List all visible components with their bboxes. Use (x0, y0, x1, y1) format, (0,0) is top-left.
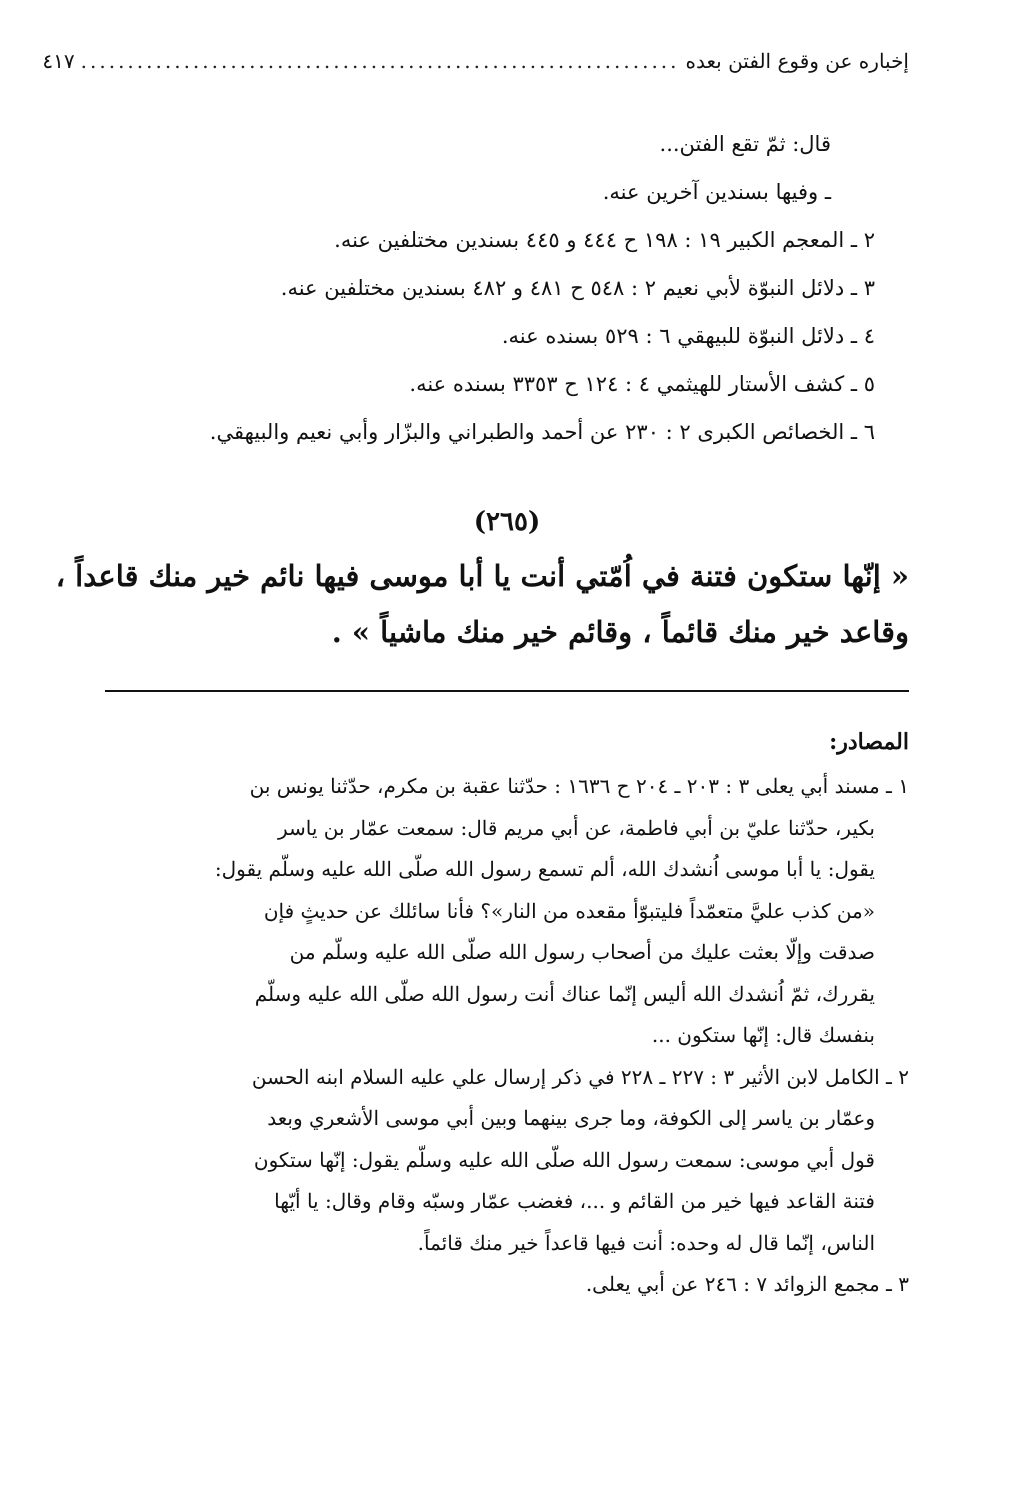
source-entry-line: قول أبي موسى: سمعت رسول الله صلّى الله عليه وسلّم يقول: إنّها ستكون (253, 1147, 875, 1172)
previous-sources-list (105, 120, 909, 456)
hadith-text (55, 548, 909, 660)
source-entry-line: «من كذب عليَّ متعمّداً فليتبوّأ مقعده من النار»؟ فأنا سائلك عن حديثٍ فإن (263, 898, 875, 923)
source-entry-line: الناس، إنّما قال له وحده: أنت فيها قاعداً خير منك قائماً. (417, 1230, 875, 1255)
source-line: ٣ ـ دلائل النبوّة لأبي نعيم ٢ : ٥٤٨ ح ٤٨١ و ٤٨٢ بسندين مختلفين عنه. (280, 276, 875, 300)
running-header (42, 44, 909, 78)
source-line: ٢ ـ المعجم الكبير ١٩ : ١٩٨ ح ٤٤٤ و ٤٤٥ بسندين مختلفين عنه. (334, 228, 875, 252)
hadith-line: « إنّها ستكون فتنة في اُمّتي أنت يا أبا موسى فيها نائم خير منك قاعداً ، (55, 559, 909, 593)
page-number: ٤١٧ (42, 49, 75, 73)
source-entry-line: يقول: يا أبا موسى اُنشدك الله، ألم تسمع رسول الله صلّى الله عليه وسلّم يقول: (214, 857, 875, 881)
source-line: قال: ثمّ تقع الفتن... (659, 132, 831, 156)
source-line: ٥ ـ كشف الأستار للهيثمي ٤ : ١٢٤ ح ٣٣٥٣ بسنده عنه. (409, 372, 875, 396)
sources-section (105, 718, 909, 1306)
footnote-divider (105, 690, 909, 692)
source-entry-line: ٢ ـ الكامل لابن الأثير ٣ : ٢٢٧ ـ ٢٢٨ في ذكر إرسال علي عليه السلام ابنه الحسن (251, 1064, 909, 1089)
source-entry-line: ١ ـ مسند أبي يعلى ٣ : ٢٠٣ ـ ٢٠٤ ح ١٦٣٦ : حدّثنا عقبة بن مكرم، حدّثنا يونس بن (249, 774, 909, 798)
source-line: ـ وفيها بسندين آخرين عنه. (602, 180, 831, 204)
hadith-number: (٢٦٥) (473, 507, 541, 537)
running-title: إخباره عن وقوع الفتن بعده (685, 49, 909, 73)
hadith-line: وقاعد خير منك قائماً ، وقائم خير منك ماشياً » . (331, 615, 909, 649)
source-line: ٤ ـ دلائل النبوّة للبيهقي ٦ : ٥٢٩ بسنده عنه. (501, 324, 875, 348)
leader-dots: ................................................................ (80, 49, 680, 73)
source-entry-line: يقررك، ثمّ اُنشدك الله أليس إنّما عناك أنت رسول الله صلّى الله عليه وسلّم (254, 981, 875, 1006)
source-line: ٦ ـ الخصائص الكبرى ٢ : ٢٣٠ عن أحمد والطبراني والبزّار وأبي نعيم والبيهقي. (209, 420, 875, 444)
sources-heading: المصادر: (829, 729, 909, 755)
source-entry-line: ٣ ـ مجمع الزوائد ٧ : ٢٤٦ عن أبي يعلى. (585, 1272, 909, 1296)
source-entry-line: فتنة القاعد فيها خير من القائم و ...، فغضب عمّار وسبّه وقام وقال: يا أيّها (274, 1189, 875, 1213)
source-entry-line: صدقت وإلّا بعثت عليك من أصحاب رسول الله صلّى الله عليه وسلّم من (289, 940, 875, 964)
source-entry-line: وعمّار بن ياسر إلى الكوفة، وما جرى بينهما وبين أبي موسى الأشعري وبعد (267, 1106, 875, 1130)
source-entry-line: بكير، حدّثنا عليّ بن أبي فاطمة، عن أبي مريم قال: سمعت عمّار بن ياسر (277, 815, 875, 840)
source-entry-line: بنفسك قال: إنّها ستكون ... (651, 1023, 875, 1047)
